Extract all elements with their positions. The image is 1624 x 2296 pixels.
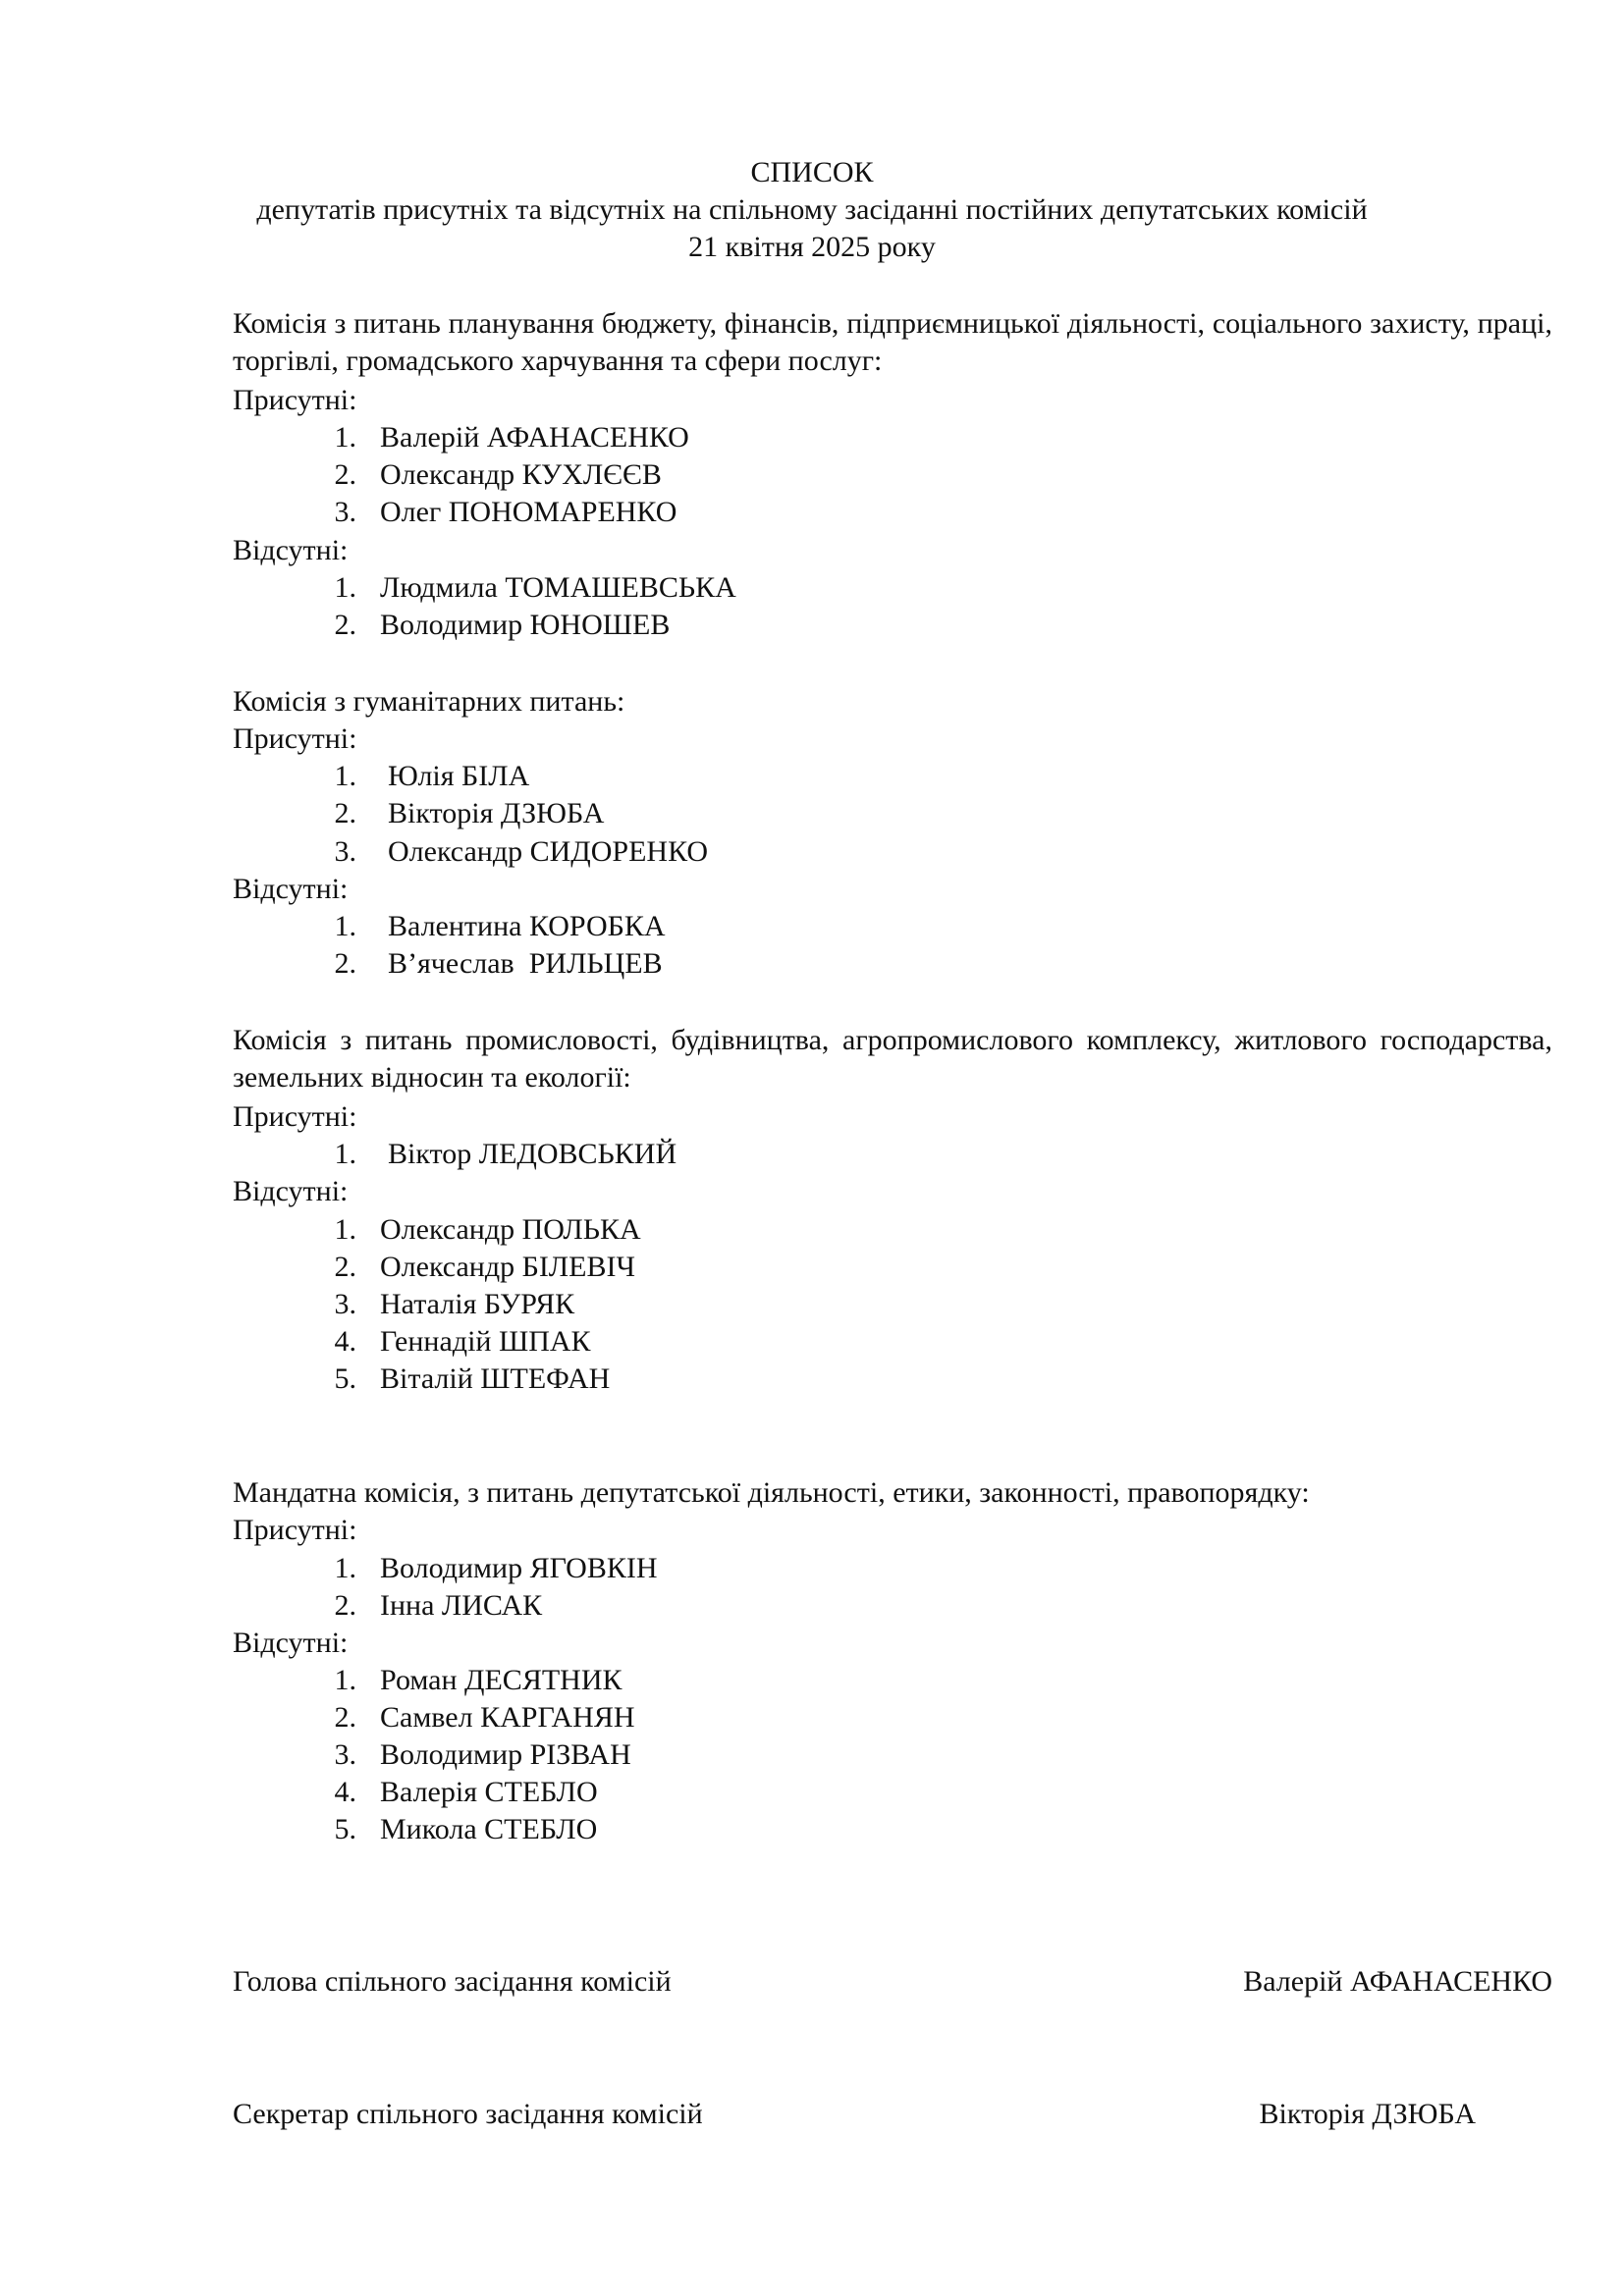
commission-heading: Комісія з гуманітарних питань: <box>233 685 625 718</box>
deputy-name: Олег ПОНОМАРЕНКО <box>380 496 677 528</box>
item-number: 4. <box>334 1776 356 1808</box>
deputy-name: Юлія БІЛА <box>388 760 530 792</box>
deputy-name: Геннадій ШПАК <box>380 1325 591 1358</box>
item-number: 2. <box>334 1251 356 1283</box>
item-number: 2. <box>334 609 356 641</box>
item-number: 1. <box>334 571 356 604</box>
deputy-name: Володимир ЮНОШЕВ <box>380 609 671 641</box>
deputy-name: Валерія СТЕБЛО <box>380 1776 598 1808</box>
deputy-name: Володимир ЯГОВКІН <box>380 1552 658 1584</box>
deputy-name: Валерій АФАНАСЕНКО <box>380 421 689 454</box>
document-title: СПИСОК <box>750 156 874 188</box>
deputy-name: Микола СТЕБЛО <box>380 1813 598 1845</box>
deputy-name: Віктор ЛЕДОВСЬКИЙ <box>388 1138 677 1170</box>
secretary-title: Секретар спільного засідання комісій <box>233 2098 703 2130</box>
item-number: 2. <box>334 797 356 829</box>
item-number: 4. <box>334 1325 356 1358</box>
absent-label: Відсутні: <box>233 1627 349 1659</box>
item-number: 1. <box>334 1213 356 1246</box>
deputy-name: Олександр ПОЛЬКА <box>380 1213 641 1246</box>
commission-heading: Мандатна комісія, з питань депутатської діяльності, етики, законності, правопорядку: <box>233 1476 1310 1509</box>
deputy-name: Наталія БУРЯК <box>380 1288 575 1320</box>
item-number: 1. <box>334 1664 356 1696</box>
absent-label: Відсутні: <box>233 1175 349 1207</box>
deputy-name: Олександр КУХЛЄЄВ <box>380 458 662 491</box>
item-number: 5. <box>334 1813 356 1845</box>
item-number: 1. <box>334 910 356 942</box>
item-number: 3. <box>334 835 356 868</box>
commission-heading: Комісія з питань планування бюджету, фінансів, підприємницької діяльності, соціального захисту, праці, торгівлі, громадського харчування та сфери послуг: <box>233 307 1552 377</box>
item-number: 1. <box>334 421 356 454</box>
item-number: 2. <box>334 458 356 491</box>
deputy-name: Володимир РІЗВАН <box>380 1738 631 1771</box>
item-number: 5. <box>334 1362 356 1395</box>
deputy-name: Вікторія ДЗЮБА <box>388 797 605 829</box>
deputy-name: Роман ДЕСЯТНИК <box>380 1664 623 1696</box>
present-label: Присутні: <box>233 722 357 755</box>
secretary-name: Вікторія ДЗЮБА <box>1259 2098 1476 2130</box>
item-number: 1. <box>334 1552 356 1584</box>
item-number: 3. <box>334 1738 356 1771</box>
absent-label: Відсутні: <box>233 873 349 905</box>
chair-title: Голова спільного засідання комісій <box>233 1965 672 1998</box>
deputy-name: Людмила ТОМАШЕВСЬКА <box>380 571 736 604</box>
deputy-name: Валентина КОРОБКА <box>388 910 666 942</box>
deputy-name: В’ячеслав РИЛЬЦЕВ <box>388 947 663 980</box>
present-label: Присутні: <box>233 1100 357 1133</box>
absent-label: Відсутні: <box>233 534 349 566</box>
deputy-name: Віталій ШТЕФАН <box>380 1362 611 1395</box>
deputy-name: Олександр БІЛЕВІЧ <box>380 1251 635 1283</box>
present-label: Присутні: <box>233 384 357 416</box>
commission-heading: Комісія з питань промисловості, будівництва, агропромислового комплексу, житлового господарства, земельних відносин та екології: <box>233 1024 1552 1094</box>
item-number: 3. <box>334 1288 356 1320</box>
deputy-name: Інна ЛИСАК <box>380 1589 543 1622</box>
deputy-name: Олександр СИДОРЕНКО <box>388 835 709 868</box>
item-number: 2. <box>334 947 356 980</box>
item-number: 2. <box>334 1589 356 1622</box>
deputy-name: Самвел КАРГАНЯН <box>380 1701 635 1734</box>
present-label: Присутні: <box>233 1514 357 1546</box>
item-number: 1. <box>334 760 356 792</box>
item-number: 2. <box>334 1701 356 1734</box>
item-number: 3. <box>334 496 356 528</box>
document-date: 21 квітня 2025 року <box>688 231 936 263</box>
chair-name: Валерій АФАНАСЕНКО <box>1243 1965 1552 1998</box>
item-number: 1. <box>334 1138 356 1170</box>
document-subtitle: депутатів присутніх та відсутніх на спільному засіданні постійних депутатських комісій <box>256 193 1368 226</box>
